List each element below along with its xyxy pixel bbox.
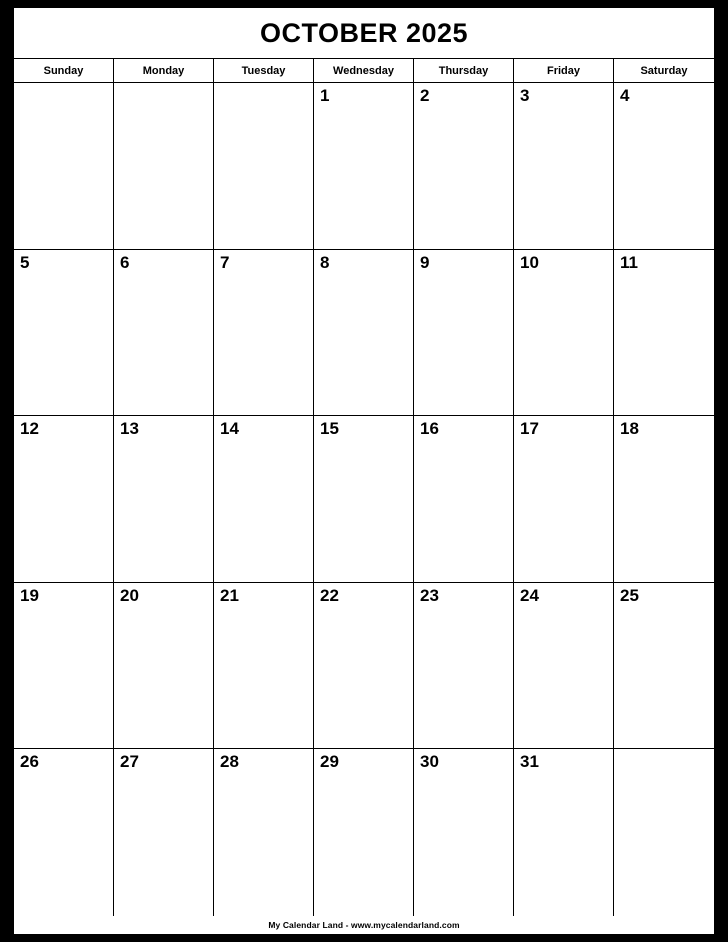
day-number: 28 xyxy=(220,752,239,772)
day-number: 20 xyxy=(120,585,139,605)
day-cell[interactable] xyxy=(514,749,614,916)
day-number: 23 xyxy=(420,585,439,605)
day-cell[interactable] xyxy=(114,583,214,750)
day-number: 4 xyxy=(620,86,630,105)
footer-credit: My Calendar Land - www.mycalendarland.com xyxy=(268,920,460,930)
day-cell[interactable] xyxy=(614,250,714,417)
day-number: 5 xyxy=(20,252,30,272)
day-cell[interactable] xyxy=(214,83,314,250)
day-cell[interactable] xyxy=(214,416,314,583)
day-cell[interactable] xyxy=(114,83,214,250)
page-title: OCTOBER 2025 xyxy=(259,17,469,48)
day-cell[interactable] xyxy=(414,83,514,250)
day-number: 30 xyxy=(420,752,439,772)
day-number: 15 xyxy=(320,419,339,439)
day-number: 19 xyxy=(20,585,39,605)
calendar xyxy=(14,8,714,934)
day-cell[interactable] xyxy=(214,250,314,417)
calendar-footer xyxy=(14,916,714,934)
day-number: 17 xyxy=(520,419,539,439)
day-cell[interactable] xyxy=(114,749,214,916)
calendar-title-bar xyxy=(14,8,714,58)
day-cell[interactable] xyxy=(414,749,514,916)
day-cell[interactable] xyxy=(214,749,314,916)
weekday-header-thursday: Thursday xyxy=(414,59,514,82)
day-number: 22 xyxy=(320,585,339,605)
day-number: 31 xyxy=(520,752,539,772)
day-cell[interactable] xyxy=(414,416,514,583)
day-cell[interactable] xyxy=(14,250,114,417)
day-cell[interactable] xyxy=(114,250,214,417)
weekday-header-sunday: Sunday xyxy=(14,59,114,82)
day-cell[interactable] xyxy=(514,83,614,250)
weekday-header-row xyxy=(14,58,714,83)
day-cell[interactable] xyxy=(414,250,514,417)
day-number: 1 xyxy=(320,86,330,105)
day-number: 7 xyxy=(220,252,230,272)
day-number: 27 xyxy=(120,752,139,772)
calendar-grid xyxy=(14,83,714,916)
day-number: 14 xyxy=(220,419,239,439)
day-number: 29 xyxy=(320,752,339,772)
day-cell[interactable] xyxy=(614,83,714,250)
day-cell[interactable] xyxy=(614,583,714,750)
day-number: 18 xyxy=(620,419,639,439)
day-cell[interactable] xyxy=(514,416,614,583)
weekday-header-friday: Friday xyxy=(514,59,614,82)
day-cell[interactable] xyxy=(14,416,114,583)
day-cell[interactable] xyxy=(514,250,614,417)
day-cell[interactable] xyxy=(314,416,414,583)
day-number: 10 xyxy=(520,252,539,272)
day-cell[interactable] xyxy=(514,583,614,750)
day-number: 3 xyxy=(520,86,530,105)
day-cell[interactable] xyxy=(14,749,114,916)
day-cell[interactable] xyxy=(114,416,214,583)
day-cell[interactable] xyxy=(314,749,414,916)
day-cell[interactable] xyxy=(614,416,714,583)
day-cell[interactable] xyxy=(314,583,414,750)
day-number: 11 xyxy=(620,252,638,272)
weekday-header-monday: Monday xyxy=(114,59,214,82)
day-number: 13 xyxy=(120,419,139,439)
weekday-header-wednesday: Wednesday xyxy=(314,59,414,82)
day-cell[interactable] xyxy=(614,749,714,916)
day-number: 9 xyxy=(420,252,430,272)
day-number: 16 xyxy=(420,419,439,439)
day-number: 24 xyxy=(520,585,539,605)
day-number: 25 xyxy=(620,585,639,605)
day-cell[interactable] xyxy=(214,583,314,750)
day-cell[interactable] xyxy=(314,83,414,250)
day-number: 12 xyxy=(20,419,39,439)
day-number: 6 xyxy=(120,252,130,272)
day-number: 21 xyxy=(220,585,239,605)
day-cell[interactable] xyxy=(414,583,514,750)
day-cell[interactable] xyxy=(314,250,414,417)
weekday-header-saturday: Saturday xyxy=(640,64,688,77)
day-cell[interactable] xyxy=(14,83,114,250)
day-cell[interactable] xyxy=(14,583,114,750)
day-number: 26 xyxy=(20,752,39,772)
weekday-header-tuesday: Tuesday xyxy=(214,59,314,82)
day-number: 8 xyxy=(320,252,330,272)
day-number: 2 xyxy=(420,86,430,105)
